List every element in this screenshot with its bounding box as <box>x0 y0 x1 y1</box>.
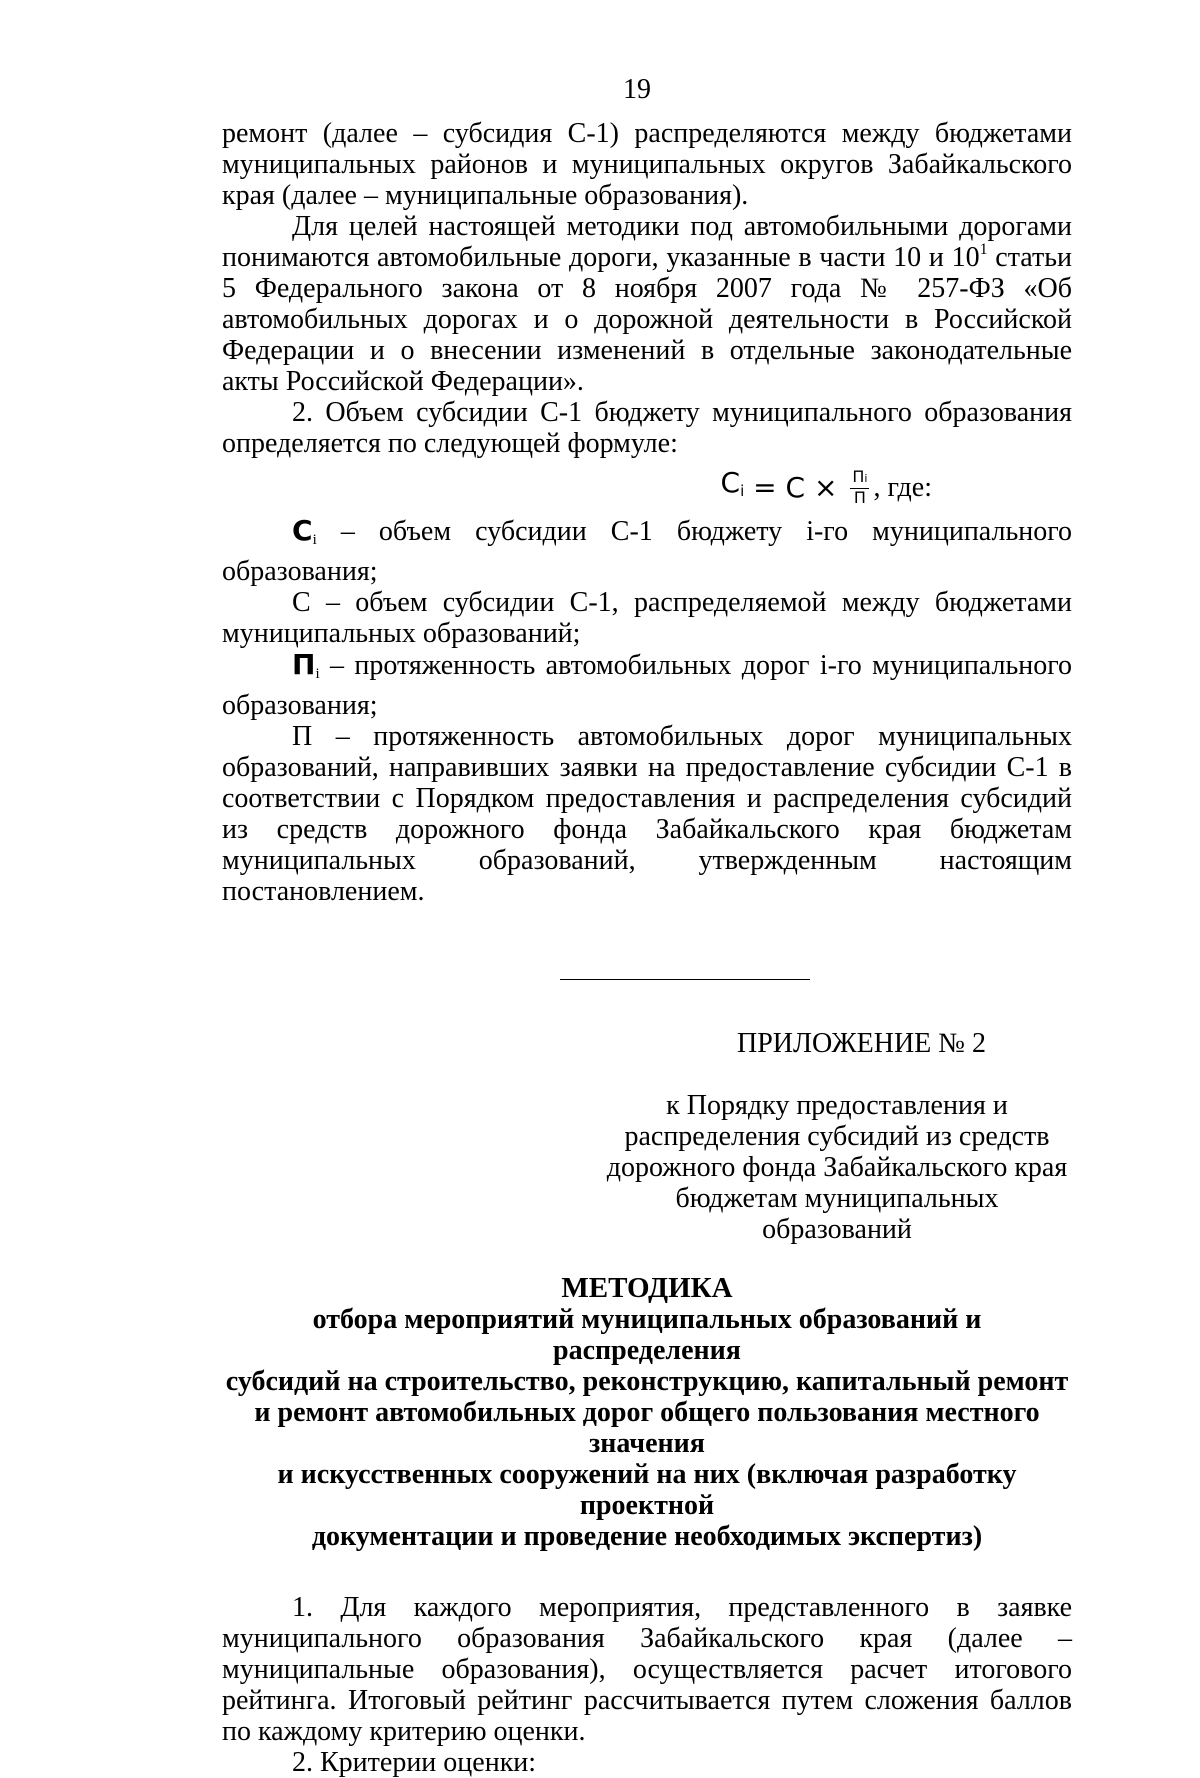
methodology-subtitle-line: и ремонт автомобильных дорог общего пользования местного значения <box>254 1397 1040 1459</box>
paragraph-criteria: 2. Критерии оценки: <box>292 1747 537 1778</box>
definition-pi: $П_i$ – протяженность автомобильных дорог i-го муниципального образования; <box>222 648 1072 721</box>
formula-tail: , где: <box>873 471 932 503</box>
superscript: 1 <box>979 241 988 258</box>
definition-ci: $C_i$ – объем субсидии С-1 бюджету i-го муниципального образования; <box>222 514 1072 587</box>
formula-operator: = C × <box>744 470 847 504</box>
definition-c: С – объем субсидии С-1, распределяемой между бюджетами муниципальных образований; <box>222 587 1072 649</box>
formula <box>222 459 1072 515</box>
section-divider <box>560 979 810 980</box>
paragraph-rating: 1. Для каждого мероприятия, представленного в заявке муниципального образования Забайкальского края (далее – муниципальные образования), осуществляется расчет итогового рейтинга. Итоговый рейтинг рассчитывается путем сложения баллов по каждому критерию оценки. <box>222 1592 1072 1747</box>
definition-p: П – протяженность автомобильных дорог муниципальных образований, направивших заявки на предоставление субсидии С-1 в соответствии с Порядком предоставления и распределения субсидий из средств дорожного фонда Забайкальского края бюджетам муниципальных образований, утвержденным настоящим постановлением. <box>222 721 1072 907</box>
appendix-ref-line: к Порядку предоставления и <box>666 1090 1008 1121</box>
methodology-subtitle-line: субсидий на строительство, реконструкцию, капитальный ремонт <box>225 1366 1069 1397</box>
appendix-ref-line: дорожного фонда Забайкальского края <box>606 1152 1068 1183</box>
roads-definition-text-cont: статьи 5 Федерального закона от 8 ноября 2007 года № 257-ФЗ «Об автомобильных дорогах и о дорожной деятельности в Российской Федерации и о внесении изменений в отдельные законодательные акты Российской Федерации». <box>222 242 1072 397</box>
formula-lhs: $C_i$ <box>720 466 745 500</box>
page-number: 19 <box>623 74 651 105</box>
paragraph-subsidy-volume: 2. Объем субсидии С-1 бюджету муниципального образования определяется по следующей формуле: <box>222 397 1072 459</box>
appendix-ref-line: распределения субсидий из средств <box>624 1121 1050 1152</box>
roads-definition-text: Для целей настоящей методики под автомобильными дорогами понимаются автомобильные дороги, указанные в части 10 и 10 <box>222 211 1072 273</box>
appendix-ref-line: бюджетам муниципальных образований <box>675 1183 999 1245</box>
methodology-subtitle-line: документации и проведение необходимых экспертиз) <box>311 1521 983 1552</box>
fraction-numerator: Пi <box>850 468 869 489</box>
methodology-title: МЕТОДИКА <box>561 1272 733 1304</box>
paragraph-subsidy-distribution: ремонт (далее – субсидия С-1) распределяются между бюджетами муниципальных районов и муниципальных округов Забайкальского края (далее – муниципальные образования). <box>222 118 1072 211</box>
appendix-reference <box>222 1090 1072 1245</box>
fraction-denominator: П <box>853 487 866 507</box>
methodology-subtitle-line: отбора мероприятий муниципальных образований и распределения <box>312 1304 982 1366</box>
appendix-title: ПРИЛОЖЕНИЕ № 2 <box>737 1028 986 1059</box>
methodology-subtitle-line: и искусственных сооружений на них (включая разработку проектной <box>277 1459 1017 1521</box>
formula-fraction <box>850 468 869 507</box>
paragraph-roads-definition <box>222 211 1072 397</box>
methodology-heading <box>222 1273 1072 1552</box>
